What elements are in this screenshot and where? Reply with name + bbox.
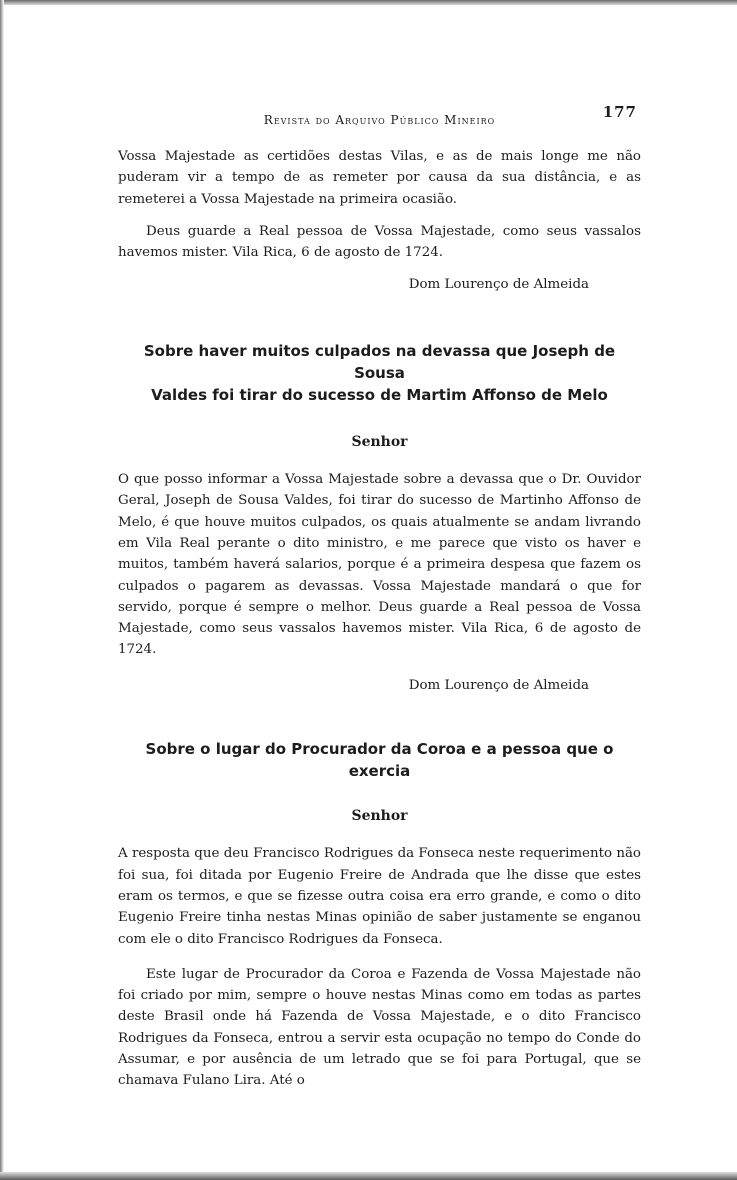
section-1-heading-line-1: Sobre haver muitos culpados na devassa que Joseph de Sousa	[143, 341, 616, 382]
continuation-signature: Dom Lourenço de Almeida	[408, 277, 589, 293]
section-1-body: O que posso informar a Vossa Majestade sobre a devassa que o Dr. Ouvidor Geral, Joseph de Sousa Valdes, foi tirar do sucesso de Martinho Affonso de Melo, é que houve muitos culpados, os quais atualmente se andam livrando em Vila Real perante o dito ministro, e me parece que visto os haver e muitos, também haverá salarios, porque é a primeira despesa que fazem os culpados o pagarem as devassas. Vossa Majestade mandará o que for servido, porque é sempre o melhor. Deus guarde a Real pessoa de Vossa Majestade, como seus vassalos havemos mister. Vila Rica, 6 de agosto de 1724.	[118, 472, 641, 658]
running-head	[118, 100, 641, 130]
scan-edge-left	[0, 0, 4, 1180]
section-2-body-paragraph-1: A resposta que deu Francisco Rodrigues da Fonseca neste requerimento não foi sua, foi ditada por Eugenio Freire de Andrada que lhe disse que estes eram os termos, e que se fizesse outra coisa era erro grande, e como o dito Eugenio Freire tinha nestas Minas opinião de saber justamente se enganou com ele o dito Francisco Rodrigues da Fonseca.	[118, 846, 641, 947]
section-1-salutation: Senhor	[351, 433, 408, 450]
section-2-heading: Sobre o lugar do Procurador da Coroa e a pessoa que o exercia	[145, 740, 614, 781]
section-2-salutation: Senhor	[351, 808, 408, 825]
scan-edge-bottom	[0, 1172, 737, 1180]
page-number: 177	[602, 103, 637, 121]
journal-title: Revista do Arquivo Público Mineiro	[263, 113, 496, 127]
scan-edge-top	[0, 0, 737, 5]
section-1-heading	[118, 340, 641, 406]
section-1-signature: Dom Lourenço de Almeida	[408, 677, 589, 693]
document-page	[118, 100, 641, 1092]
continuation-paragraph: Vossa Majestade as certidões destas Vilas, e as de mais longe me não puderam vir a tempo de as remeter por causa da sua distância, e as remeterei a Vossa Majestade na primeira ocasião.	[118, 149, 641, 207]
section-2-body-paragraph-2: Este lugar de Procurador da Coroa e Fazenda de Vossa Majestade não foi criado por mim, sempre o houve nestas Minas como em todas as partes deste Brasil onde há Fazenda de Vossa Majestade, e o dito Francisco Rodrigues da Fonseca, entrou a servir esta ocupação no tempo do Conde do Assumar, e por ausência de um letrado que se foi para Portugal, que se chamava Fulano Lira. Até o	[118, 966, 641, 1089]
section-1-heading-line-2: Valdes foi tirar do sucesso de Martim Affonso de Melo	[151, 385, 608, 404]
continuation-closing: Deus guarde a Real pessoa de Vossa Majestade, como seus vassalos havemos mister. Vila Rica, 6 de agosto de 1724.	[118, 223, 641, 261]
